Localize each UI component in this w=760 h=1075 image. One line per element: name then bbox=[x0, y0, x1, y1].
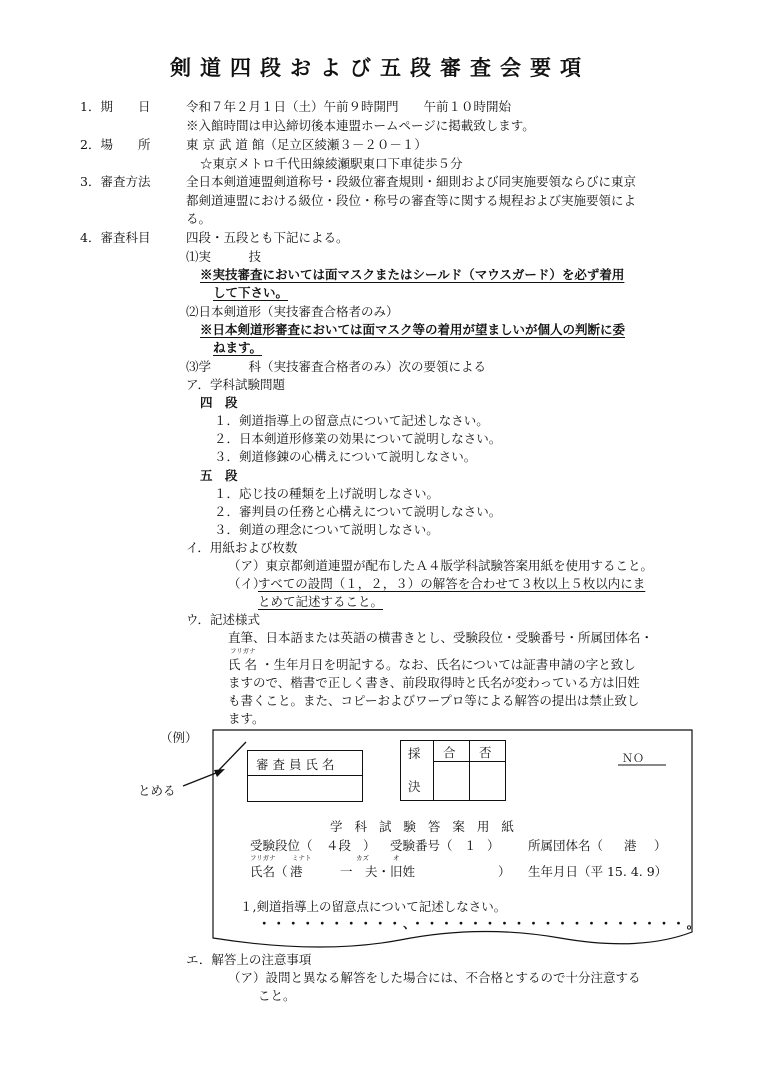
section-2-venue: 東 京 武 道 館（足立区綾瀬３－２０－１） bbox=[186, 137, 427, 152]
number-label: 受験番号（ bbox=[390, 838, 453, 853]
page-title: 剣道四段および五段審査会要項 bbox=[170, 55, 590, 80]
format-line-5: ます。 bbox=[228, 711, 265, 726]
section-3-line2: 都剣道連盟における級位・段位・称号の審査等に関する規程および実施要領によ bbox=[186, 193, 637, 208]
paper-rule-2-line1: すべての設問（１，２，３）の解答を合わせて３枚以上５枚以内にま bbox=[258, 576, 646, 591]
section-2-label: 2．場 所 bbox=[80, 137, 151, 152]
section-1-date: 令和７年２月１日（土）午前９時開門 午前１０時開始 bbox=[186, 99, 512, 114]
paper-rule-2-mark: （イ） bbox=[228, 576, 266, 591]
format-heading: ウ．記述様式 bbox=[186, 612, 261, 627]
paper-rule-1: （ア）東京都剣道連盟が配布したＡ４版学科試験答案用紙を使用すること。 bbox=[228, 558, 654, 573]
practical-heading: ⑴実 技 bbox=[186, 249, 262, 264]
paper-heading: イ．用紙および枚数 bbox=[186, 540, 298, 555]
examiner-label: 審 査 員 氏 名 bbox=[256, 757, 335, 772]
godan-heading: 五 段 bbox=[200, 468, 238, 483]
godan-q2: ２．審判員の任務と心構えについて説明しなさい。 bbox=[214, 504, 502, 519]
kata-note-2: ねます。 bbox=[213, 340, 263, 355]
written-heading: ⑶学 科（実技審査合格者のみ）次の要領による bbox=[186, 359, 487, 374]
org-label: 所属団体名（ bbox=[528, 838, 604, 853]
section-1-note: ※入館時間は申込締切後本連盟ホームページに掲載致します。 bbox=[186, 118, 535, 133]
dan-value: ４段 bbox=[326, 838, 352, 853]
godan-q1: １．応じ技の種類を上げ説明しなさい。 bbox=[214, 486, 440, 501]
yondan-q2: ２．日本剣道形修業の効果について説明しなさい。 bbox=[214, 431, 502, 446]
exam-questions-heading: ア．学科試験問題 bbox=[186, 377, 286, 392]
tomeru-label: とめる bbox=[138, 783, 176, 798]
yondan-q1: １．剣道指導上の留意点について記述しなさい。 bbox=[214, 413, 489, 428]
practical-note-1: ※実技審査においては面マスクまたはシールド（マウスガード）を必ず着用 bbox=[200, 267, 625, 282]
practical-note-2: して下さい。 bbox=[213, 285, 289, 300]
name-label: 氏名（ bbox=[250, 864, 288, 879]
format-line-3: ますので、楷書で正しく書き、前段取得時と氏名が変わっている方は旧姓 bbox=[228, 675, 640, 690]
yondan-q3: ３．剣道修錬の心構えについて説明しなさい。 bbox=[214, 449, 477, 464]
example-answer-dots: ・・・・・・・・・・、・・・・・・・・・・・・・・・・・・・。 bbox=[258, 916, 702, 931]
yondan-heading: 四 段 bbox=[200, 395, 238, 410]
format-ruby: フリガナ bbox=[230, 647, 256, 655]
paper-rule-2-line2: とめて記述すること。 bbox=[258, 594, 384, 609]
ruby-minato: ミナト bbox=[292, 854, 312, 862]
section-3-line3: る。 bbox=[186, 211, 212, 226]
section-2-access: ☆東京メトロ千代田線綾瀬駅東口下車徒歩５分 bbox=[200, 156, 463, 171]
sheet-title: 学 科 試 験 答 案 用 紙 bbox=[330, 819, 518, 834]
godan-q3: ３．剣道の理念について説明しなさい。 bbox=[214, 522, 439, 537]
grading-pass: 合 bbox=[443, 745, 456, 760]
dan-label: 受験段位（ bbox=[250, 838, 313, 853]
sheet-number-label: ＮＯ bbox=[622, 752, 644, 765]
section-4-intro: 四段・五段とも下記による。 bbox=[186, 230, 349, 245]
example-label: （例） bbox=[160, 730, 198, 745]
section-1-label: 1．期 日 bbox=[80, 99, 151, 114]
number-value: １ bbox=[464, 838, 477, 853]
format-line-2: 氏 名 ・生年月日を明記する。なお、氏名については証書申請の字と致し bbox=[228, 657, 636, 672]
grading-fail: 否 bbox=[479, 745, 492, 760]
section-4-label: 4．審査科目 bbox=[80, 230, 151, 245]
name-value: 港 一 夫・旧姓 bbox=[290, 864, 416, 879]
format-line-4: も書くこと。また、コピーおよびワープロ等による解答の提出は禁止致し bbox=[228, 693, 640, 708]
grading-ketsu: 決 bbox=[408, 779, 421, 794]
section-3-label: 3．審査方法 bbox=[80, 174, 151, 189]
grading-sai: 採 bbox=[408, 746, 421, 761]
format-line-1: 直筆、日本語または英語の横書きとし、受験段位・受験番号・所属団体名・ bbox=[228, 630, 654, 645]
ruby-furigana: フリガナ bbox=[250, 854, 276, 862]
org-close: ） bbox=[654, 838, 667, 853]
org-value: 港 bbox=[624, 838, 637, 853]
number-close: ） bbox=[487, 838, 500, 853]
example-question: １,剣道指導上の留意点について記述しなさい。 bbox=[240, 899, 507, 914]
kata-heading: ⑵日本剣道形（実技審査合格者のみ） bbox=[186, 304, 399, 319]
ruby-kazu: カズ bbox=[356, 854, 369, 862]
section-3-line1: 全日本剣道連盟剣道称号・段級位審査規則・細則および同実施要領ならびに東京 bbox=[186, 174, 637, 189]
notes-item-1: （ア）設問と異なる解答をした場合には、不合格とするので十分注意する bbox=[228, 970, 641, 985]
birthdate: 生年月日（平 15. 4. 9） bbox=[528, 864, 668, 879]
dan-close: ） bbox=[363, 838, 376, 853]
notes-item-1-cont: こと。 bbox=[258, 988, 296, 1003]
notes-heading: エ．解答上の注意事項 bbox=[186, 952, 312, 967]
kata-note-1: ※日本剣道形審査においては面マスク等の着用が望ましいが個人の判断に委 bbox=[200, 322, 626, 337]
name-close: ） bbox=[498, 864, 511, 879]
ruby-o: オ bbox=[393, 854, 400, 862]
